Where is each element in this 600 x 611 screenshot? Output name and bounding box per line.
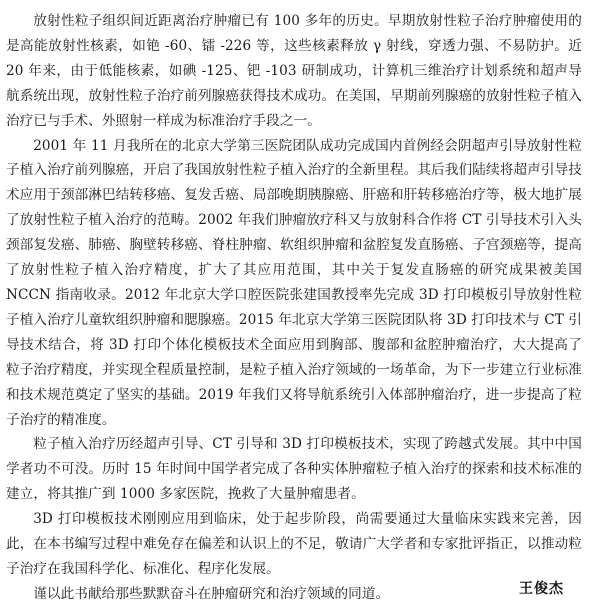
paragraph-development: 粒子植入治疗历经超声引导、CT 引导和 3D 打印模板技术，实现了跨越式发展。其中中国学者功不可没。历时 15 年时间中国学者完成了各种实体肿瘤粒子植入治疗的探索和技术标准的建立，将其推广到 1000 多家医院，挽救了大量肿瘤患者。 (6, 436, 582, 503)
paragraph-history: 放射性粒子组织间近距离治疗肿瘤已有 100 多年的历史。早期放射性粒子治疗肿瘤使用的是高能放射性核素，如铯 -60、镭 -226 等，这些核素释放 γ 射线，穿透力强、不易防护。近 20 年来，由于低能核素，如碘 -125、钯 -103 研制成功，计算机三维治疗计划系统和超声导航系统出现，放射性粒子治疗前列腺癌获得技术成功。在美国，早期前列腺癌的放射性粒子植入治疗已与手术、外照射一样成为标准治疗手段之一。 (6, 13, 582, 129)
paragraph-dedication: 谨以此书献给那些默默奋斗在肿瘤研究和治疗领域的同道。 (33, 585, 390, 602)
paragraph-book-note: 3D 打印模板技术刚刚应用到临床，处于起步阶段，尚需要通过大量临床实践来完善，因此，在本书编写过程中难免存在偏差和认识上的不足，敬请广大学者和专家批评指正，以推动粒子治疗在我国科学化、标准化、程序化发展。 (6, 511, 582, 577)
author-signature: 王俊杰 (519, 581, 564, 597)
paragraph-team-milestones: 2001 年 11 月我所在的北京大学第三医院团队成功完成国内首例经会阴超声引导放射性粒子植入治疗前列腺癌，开启了我国放射性粒子植入治疗的全新里程。其后我们陆续将超声引导技术应用于颈部淋巴结转移癌、复发舌癌、局部晚期胰腺癌、肝癌和肝转移癌治疗等，极大地扩展了放射性粒子植入治疗的范畴。2002 年我们肿瘤放疗科又与放射科合作将 CT 引导技术引入头颈部复发癌、肺癌、胸壁转移癌、脊柱肿瘤、软组织肿瘤和盆腔复发直肠癌、子宫颈癌等，提高了放射性粒子植入治疗精度，扩大了其应用范围，其中关于复发直肠癌的研究成果被美国 NCCN 指南收录。2012 年北京大学口腔医院张建国教授率先完成 3D 打印模板引导放射性粒子植入治疗儿童软组织肿瘤和腮腺癌。2015 年北京大学第三医院团队将 3D 打印技术与 CT 引导技术结合，将 3D 打印个体化模板技术全面应用到胸部、腹部和盆腔肿瘤治疗，大大提高了粒子治疗精度，并实现全程质量控制，是粒子植入治疗领域的一场革命，为下一步建立行业标准和技术规范奠定了坚实的基础。2019 年我们又将导航系统引入体部肿瘤治疗，进一步提高了粒子治疗的精准度。 (6, 137, 582, 428)
